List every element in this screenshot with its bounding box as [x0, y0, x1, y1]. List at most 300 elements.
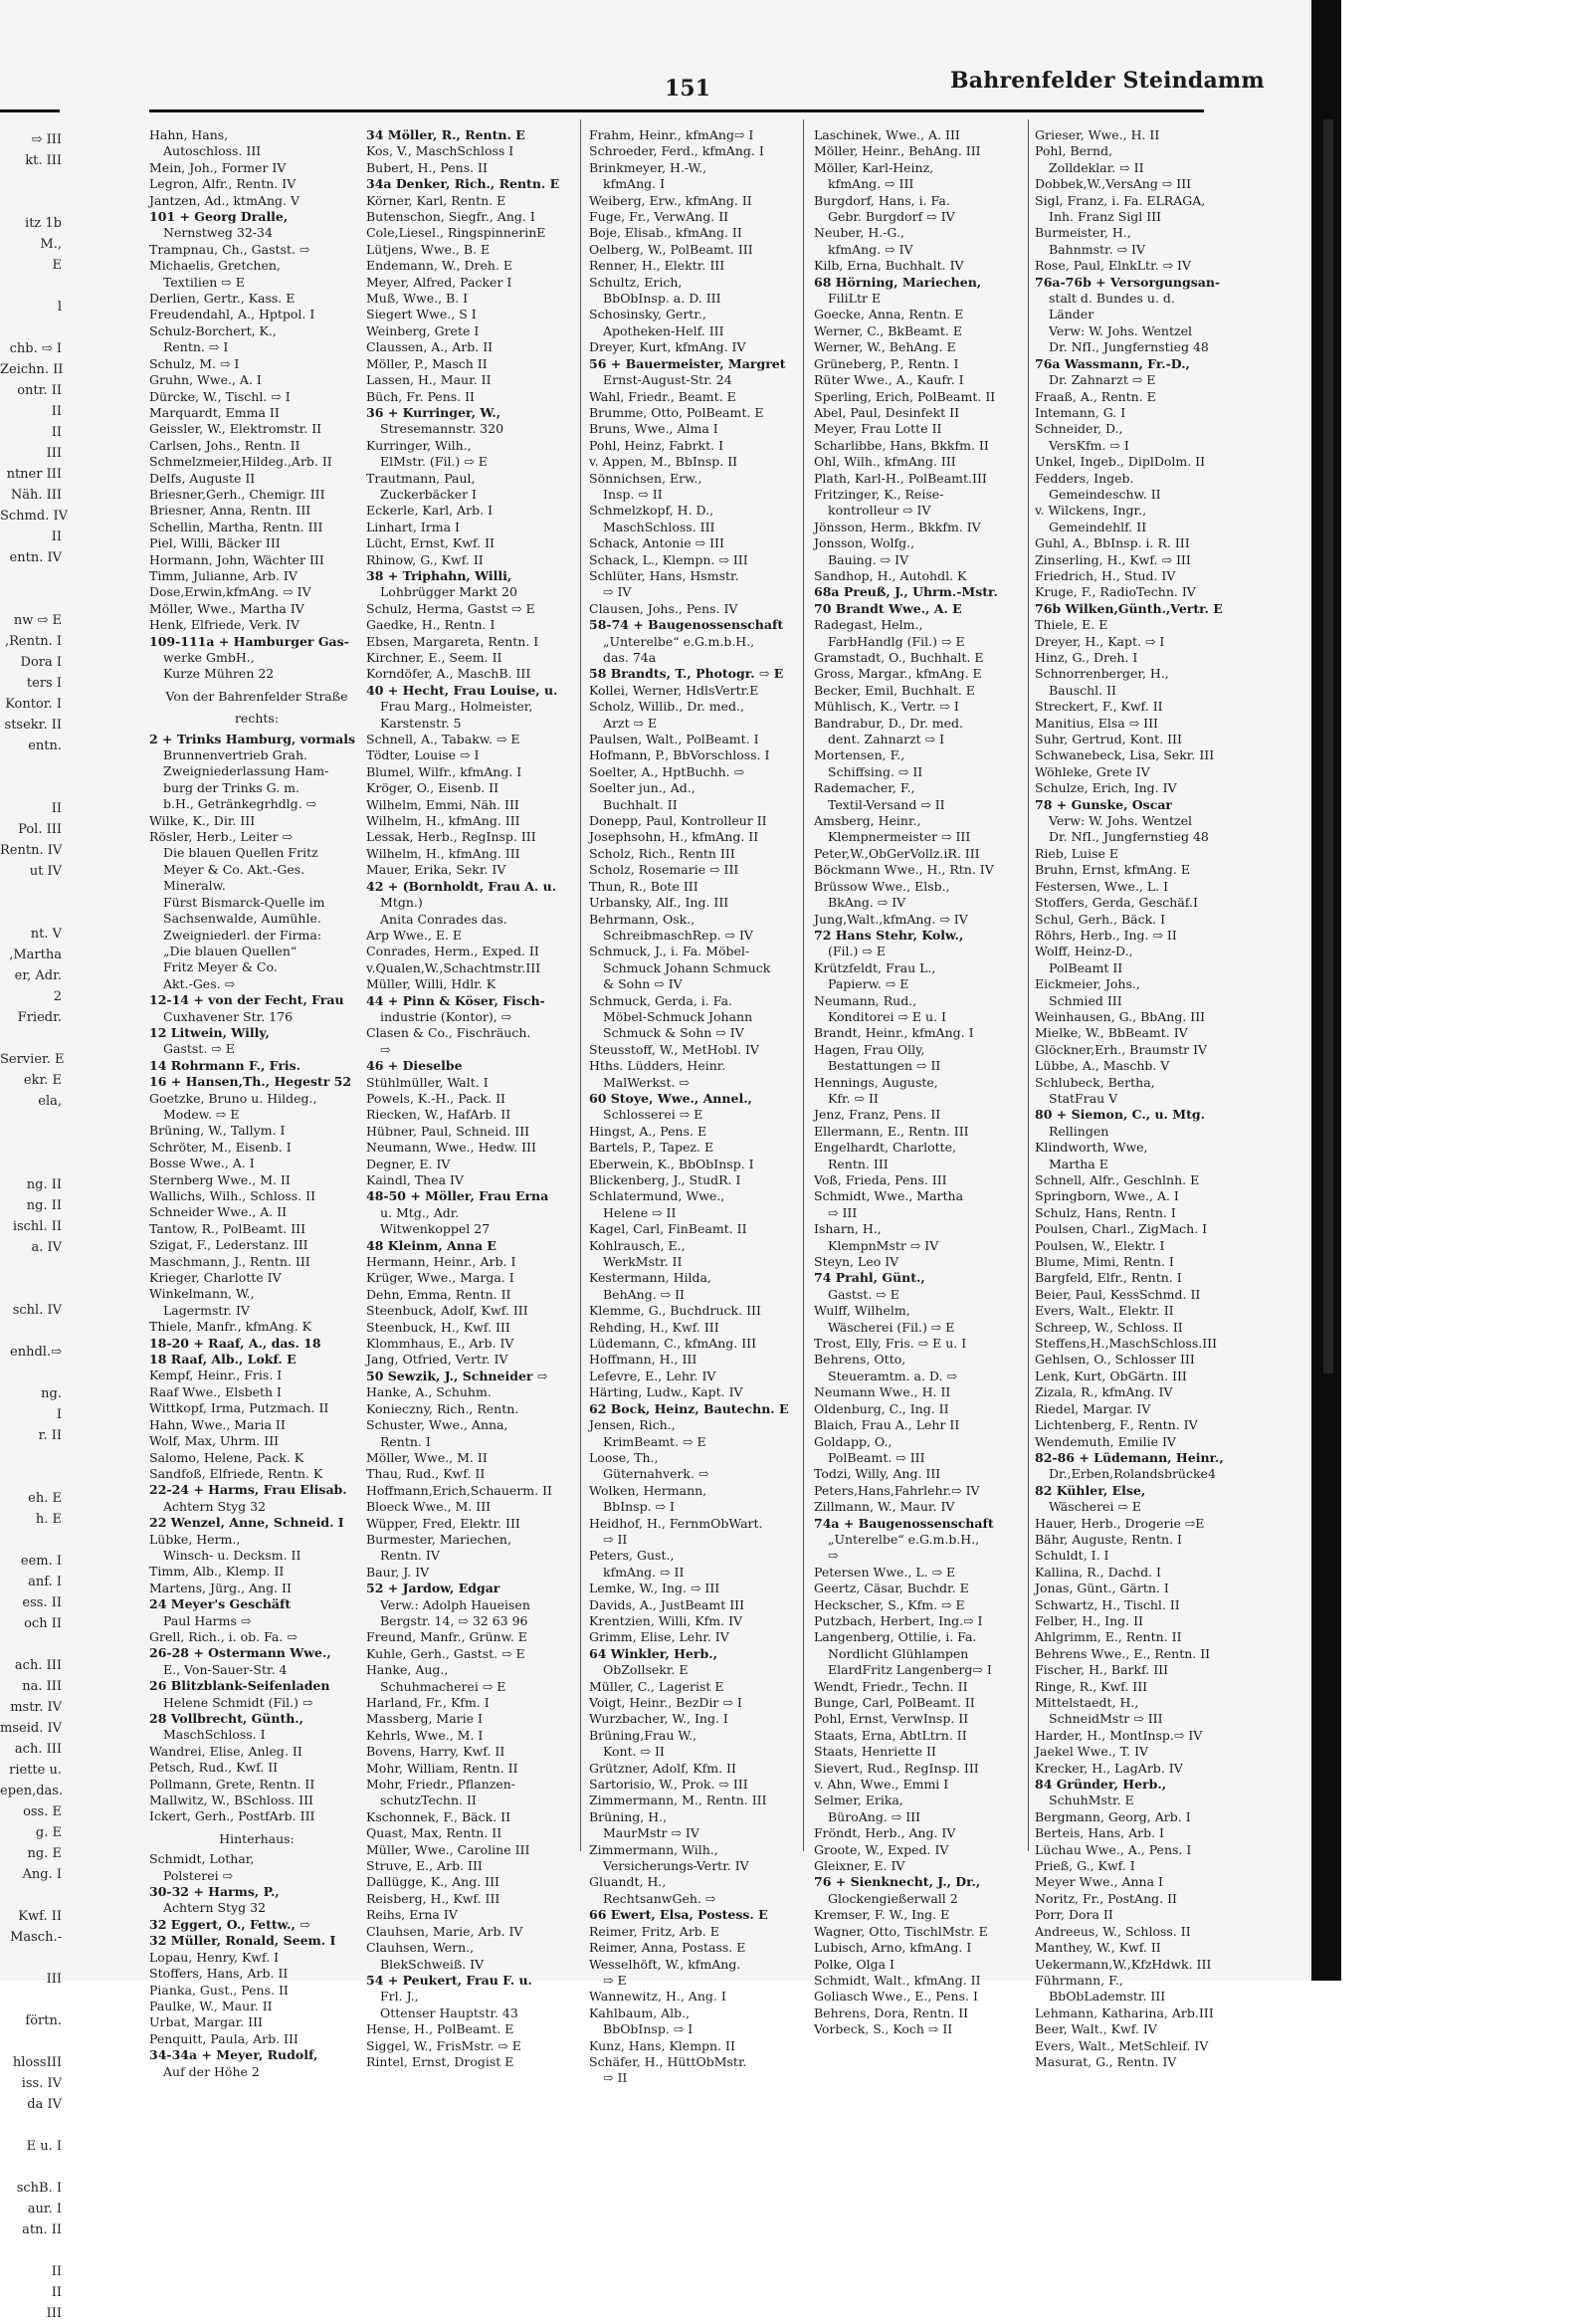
resident-entry: Jonas, Günt., Gärtn. I — [1035, 1581, 1169, 1596]
resident-entry: Sartorisio, W., Prok. ⇨ III — [589, 1777, 748, 1793]
resident-entry: Massberg, Marie I — [366, 1711, 483, 1727]
resident-entry: v. Appen, M., BbInsp. II — [589, 454, 738, 470]
resident-entry: Möller, Heinr., BehAng. III — [814, 143, 981, 159]
resident-entry: Guhl, A., BbInsp. i. R. III — [1035, 535, 1190, 551]
left-edge-line: E u. I — [26, 2139, 62, 2154]
resident-entry: Zimmermann, Wilh., — [589, 1841, 718, 1857]
resident-entry: Klommhaus, E., Arb. IV — [366, 1336, 514, 1352]
entry-continuation: Ottenser Hauptstr. 43 — [380, 2005, 518, 2020]
entry-continuation: Schlosserei ⇨ E — [603, 1107, 703, 1123]
resident-entry: Evers, Walt., MetSchleif. IV — [1035, 2037, 1209, 2053]
resident-entry: Bruns, Wwe., Alma I — [589, 421, 718, 437]
house-number-entry: 18 Raaf, Alb., Lokf. E — [149, 1352, 297, 1368]
entry-continuation: ⇨ IV — [603, 584, 632, 600]
resident-entry: Jantzen, Ad., ktmAng. V — [149, 192, 299, 208]
entry-continuation: Kfr. ⇨ II — [828, 1090, 879, 1106]
directory-column-5 — [1035, 127, 1266, 2069]
resident-entry: Ebsen, Margareta, Rentn. I — [366, 633, 539, 649]
left-edge-line — [0, 568, 62, 589]
resident-entry: Struve, E., Arb. III — [366, 1858, 483, 1874]
resident-entry: Lübke, Herm., — [149, 1531, 241, 1547]
house-number-entry: 44 + Pinn & Köser, Fisch- — [366, 992, 545, 1008]
resident-entry: Burmester, Mariechen, — [366, 1531, 511, 1547]
left-edge-line: Pol. III — [18, 822, 62, 837]
left-edge-line: iss. IV — [21, 2076, 62, 2091]
left-edge-line — [0, 882, 62, 903]
entry-continuation: Schuhmacherei ⇨ E — [380, 1678, 506, 1694]
left-edge-line — [0, 1028, 62, 1049]
left-edge-line: na. III — [22, 1679, 62, 1694]
resident-entry: Möller, Wwe., Martha IV — [149, 600, 304, 616]
entry-continuation: Meyer & Co. Akt.-Ges. — [163, 861, 305, 877]
resident-entry: Oldenburg, C., Ing. II — [814, 1400, 949, 1416]
resident-entry: Wöhleke, Grete IV — [1035, 763, 1150, 779]
resident-entry: Bartels, P., Tapez. E — [589, 1140, 714, 1156]
entry-continuation: E., Von-Sauer-Str. 4 — [163, 1661, 288, 1677]
resident-entry: Harland, Fr., Kfm. I — [366, 1695, 490, 1710]
resident-entry: Neumann Wwe., H. II — [814, 1384, 951, 1400]
resident-entry: Delfs, Auguste II — [149, 470, 256, 486]
resident-entry: Fedders, Ingeb. — [1035, 470, 1134, 486]
resident-entry: Siggel, W., FrisMstr. ⇨ E — [366, 2037, 521, 2053]
resident-entry: Clausen, Johs., Pens. IV — [589, 600, 738, 616]
house-number-entry: 38 + Triphahn, Willi, — [366, 567, 512, 583]
left-edge-line: ⇨ III — [31, 132, 62, 147]
resident-entry: Voß, Frieda, Pens. III — [814, 1172, 947, 1187]
left-edge-line — [0, 1279, 62, 1300]
resident-entry: Fritzinger, K., Reise- — [814, 486, 944, 502]
resident-entry: Briesner,Gerh., Chemigr. III — [149, 486, 325, 502]
resident-entry: Kremser, F. W., Ing. E — [814, 1907, 950, 1923]
resident-entry: Wilhelm, Emmi, Näh. III — [366, 796, 519, 812]
house-number-entry: 26-28 + Ostermann Wwe., — [149, 1645, 331, 1661]
resident-entry: Klindworth, Wwe, — [1035, 1140, 1148, 1156]
resident-entry: Tantow, R., PolBeamt. III — [149, 1220, 306, 1236]
resident-entry: Rintel, Ernst, Drogist E — [366, 2053, 514, 2069]
resident-entry: Schäfer, H., HüttObMstr. — [589, 2053, 747, 2069]
resident-entry: Eckerle, Karl, Arb. I — [366, 503, 494, 519]
left-edge-line: ,Martha — [9, 948, 62, 962]
resident-entry: Schwartz, H., Tischl. II — [1035, 1596, 1180, 1612]
entry-continuation: Auf der Höhe 2 — [163, 2063, 260, 2079]
house-number-entry: 78 + Gunske, Oscar — [1035, 796, 1173, 812]
house-number-entry: 56 + Bauermeister, Margret — [589, 355, 786, 371]
resident-entry: Möller, P., Masch II — [366, 355, 488, 371]
resident-entry: Unkel, Ingeb., DiplDolm. II — [1035, 454, 1206, 470]
resident-entry: Kschonnek, F., Bäck. II — [366, 1808, 511, 1824]
resident-entry: Kaindl, Thea IV — [366, 1172, 464, 1187]
resident-entry: Springborn, Wwe., A. I — [1035, 1188, 1179, 1204]
left-edge-line — [0, 2240, 62, 2261]
resident-entry: Cole,Liesel., RingspinnerinE — [366, 225, 546, 241]
resident-entry: Kilb, Erna, Buchhalt. IV — [814, 258, 964, 274]
house-number-entry: 68a Preuß, J., Uhrm.-Mstr. — [814, 584, 998, 600]
resident-entry: Trautmann, Paul, — [366, 470, 476, 486]
resident-entry: Schröter, M., Eisenb. I — [149, 1139, 292, 1155]
entry-continuation: Bestattungen ⇨ II — [828, 1058, 941, 1074]
entry-continuation: RechtsanwGeh. ⇨ — [603, 1890, 716, 1906]
resident-entry: Dreyer, H., Kapt. ⇨ I — [1035, 633, 1165, 649]
entry-continuation: Länder — [1049, 307, 1094, 322]
resident-entry: Schroeder, Ferd., kfmAng. I — [589, 143, 764, 159]
entry-continuation: ⇨ II — [603, 1531, 628, 1547]
resident-entry: Manthey, W., Kwf. II — [1035, 1940, 1161, 1956]
resident-entry: Krieger, Charlotte IV — [149, 1270, 282, 1286]
resident-entry: Dehn, Emma, Rentn. II — [366, 1286, 511, 1302]
resident-entry: Meyer, Alfred, Packer I — [366, 274, 512, 290]
resident-entry: Sandhop, H., Autohdl. K — [814, 567, 967, 583]
entry-continuation: ObZollsekr. E — [603, 1662, 689, 1678]
entry-continuation: MalWerkst. ⇨ — [603, 1074, 690, 1090]
resident-entry: Lubisch, Arno, kfmAng. I — [814, 1940, 972, 1956]
house-number-entry: 42 + (Bornholdt, Frau A. u. — [366, 878, 557, 894]
house-number-entry: 58 Brandts, T., Photogr. ⇨ E — [589, 666, 784, 682]
left-edge-line — [0, 1990, 62, 2010]
entry-continuation: Polsterei ⇨ — [163, 1867, 234, 1883]
resident-entry: Wagner, Otto, TischlMstr. E — [814, 1923, 988, 1939]
left-edge-line: 2 — [53, 989, 62, 1004]
resident-entry: Hanke, Aug., — [366, 1662, 449, 1678]
left-edge-line: stsekr. II — [4, 718, 62, 733]
house-number-entry: 84 Gründer, Herb., — [1035, 1777, 1167, 1793]
resident-entry: Gramstadt, O., Buchhalt. E — [814, 650, 984, 665]
resident-entry: Mohr, Friedr., Pflanzen- — [366, 1777, 515, 1793]
resident-entry: Rose, Paul, ElnkLtr. ⇨ IV — [1035, 258, 1192, 274]
resident-entry: Schneider Wwe., A. II — [149, 1204, 288, 1220]
entry-continuation: Winsch- u. Decksm. II — [163, 1547, 301, 1563]
entry-continuation: Gastst. ⇨ E — [828, 1286, 899, 1302]
resident-entry: Geertz, Cäsar, Buchdr. E — [814, 1581, 969, 1596]
entry-continuation: & Sohn ⇨ IV — [603, 976, 683, 992]
resident-entry: Neumann, Wwe., Hedw. III — [366, 1140, 536, 1156]
resident-entry: Grützner, Adolf, Kfm. II — [589, 1760, 736, 1776]
house-number-entry: 34-34a + Meyer, Rudolf, — [149, 2047, 318, 2063]
resident-entry: Wolff, Heinz-D., — [1035, 944, 1133, 959]
resident-entry: Pohl, Bernd, — [1035, 143, 1113, 159]
resident-entry: Grell, Rich., i. ob. Fa. ⇨ — [149, 1628, 298, 1644]
section-caption: rechts: — [234, 711, 280, 727]
entry-continuation: Dr. NfI., Jungfernstieg 48 — [1049, 339, 1209, 355]
left-edge-line: M., — [40, 237, 62, 252]
house-number-entry: 24 Meyer's Geschäft — [149, 1596, 292, 1612]
left-edge-line: Servier. E — [0, 1052, 65, 1067]
resident-entry: Mein, Joh., Former IV — [149, 159, 287, 175]
entry-continuation: Arzt ⇨ E — [603, 715, 658, 731]
resident-entry: Wolken, Hermann, — [589, 1482, 707, 1498]
entry-continuation: Stresemannstr. 320 — [380, 421, 504, 437]
resident-entry: Neumann, Rud., — [814, 992, 917, 1008]
house-number-entry: 50 Sewzik, J., Schneider ⇨ — [366, 1368, 548, 1383]
left-edge-line: III — [46, 2306, 62, 2321]
resident-entry: Wulff, Wilhelm, — [814, 1303, 910, 1319]
left-edge-line — [0, 1112, 62, 1133]
resident-entry: Beier, Paul, KessSchmd. II — [1035, 1286, 1201, 1302]
left-edge-line: oss. E — [23, 1804, 62, 1819]
resident-entry: Kollei, Werner, HdlsVertr.E — [589, 682, 759, 698]
resident-entry: Hofmann, P., BbVorschloss. I — [589, 747, 770, 763]
left-edge-line: Zeichn. II — [0, 362, 64, 377]
resident-entry: Körner, Karl, Rentn. E — [366, 192, 506, 208]
entry-continuation: Anita Conrades das. — [380, 911, 507, 927]
resident-entry: Riecken, W., HafArb. II — [366, 1107, 511, 1123]
house-number-entry: 40 + Hecht, Frau Louise, u. — [366, 682, 558, 698]
resident-entry: Festersen, Wwe., L. I — [1035, 878, 1169, 894]
resident-entry: Kempf, Heinr., Fris. I — [149, 1368, 283, 1383]
resident-entry: Porr, Dora II — [1035, 1907, 1113, 1923]
entry-continuation: Fritz Meyer & Co. — [163, 959, 278, 975]
entry-continuation: Achtern Styg 32 — [163, 1498, 267, 1514]
resident-entry: Gross, Margar., kfmAng. E — [814, 666, 982, 682]
resident-entry: Lichtenberg, F., Rentn. IV — [1035, 1417, 1198, 1433]
entry-continuation: Mtgn.) — [380, 895, 423, 911]
resident-entry: Mallwitz, W., BSchloss. III — [149, 1793, 313, 1808]
entry-continuation: Apotheken-Helf. III — [603, 322, 724, 338]
resident-entry: Pohl, Heinz, Fabrkt. I — [589, 437, 724, 453]
resident-entry: Hennings, Auguste, — [814, 1074, 938, 1090]
resident-entry: Kallina, R., Dachd. I — [1035, 1564, 1161, 1580]
house-number-entry: 109-111a + Hamburger Gas- — [149, 633, 349, 649]
left-edge-line: Friedr. — [17, 1010, 62, 1025]
header-rule — [149, 109, 1204, 112]
resident-entry: Dürcke, W., Tischl. ⇨ I — [149, 388, 291, 404]
entry-continuation: Frau Marg., Holmeister, — [380, 699, 533, 715]
resident-entry: Mohr, William, Rentn. II — [366, 1760, 518, 1776]
resident-entry: Suhr, Gertrud, Kont. III — [1035, 732, 1182, 747]
resident-entry: Schneider, D., — [1035, 421, 1123, 437]
resident-entry: Zinserling, H., Kwf. ⇨ III — [1035, 551, 1191, 567]
entry-continuation: „Unterelbe“ e.G.m.b.H., — [603, 633, 755, 649]
house-number-entry: 70 Brandt Wwe., A. E — [814, 600, 962, 616]
entry-continuation: Helene Schmidt (Fil.) ⇨ — [163, 1694, 313, 1710]
left-edge-line: ekr. E — [23, 1073, 62, 1088]
left-edge-line: och II — [24, 1616, 62, 1631]
resident-entry: Schellin, Martha, Rentn. III — [149, 519, 323, 534]
resident-entry: Langenberg, Ottilie, i. Fa. — [814, 1629, 977, 1645]
resident-entry: Timm, Julianne, Arb. IV — [149, 567, 298, 583]
resident-entry: Briesner, Anna, Rentn. III — [149, 503, 311, 519]
resident-entry: Petsch, Rud., Kwf. II — [149, 1760, 279, 1776]
resident-entry: Amsberg, Heinr., — [814, 813, 921, 829]
left-edge-line: r. II — [38, 1428, 62, 1443]
left-edge-line: ontr. II — [17, 383, 62, 398]
left-edge-line: riette u. — [9, 1763, 62, 1778]
resident-entry: Paulke, W., Maur. II — [149, 1998, 273, 2013]
entry-continuation: Inh. Franz Sigl III — [1049, 209, 1162, 225]
resident-entry: Schlubeck, Bertha, — [1035, 1074, 1155, 1090]
house-number-entry: 30-32 + Harms, P., — [149, 1884, 280, 1900]
left-edge-line: ,Rentn. I — [5, 634, 62, 649]
entry-continuation: kfmAng. ⇨ III — [828, 176, 914, 192]
resident-entry: Thau, Rud., Kwf. II — [366, 1466, 486, 1482]
entry-continuation: Bahnmstr. ⇨ IV — [1049, 241, 1145, 257]
resident-entry: Freudendahl, A., Hptpol. I — [149, 307, 315, 322]
resident-entry: Schmidt, Lothar, — [149, 1851, 255, 1867]
resident-entry: Selmer, Erika, — [814, 1793, 903, 1808]
entry-continuation: FarbHandlg (Fil.) ⇨ E — [828, 633, 965, 649]
entry-continuation: Gemeindeschw. II — [1049, 486, 1161, 502]
resident-entry: Weinberg, Grete I — [366, 322, 480, 338]
house-number-entry: 2 + Trinks Hamburg, vormals — [149, 731, 356, 746]
resident-entry: v.Qualen,W.,Schachtmstr.III — [366, 959, 541, 975]
house-number-entry: 34 Möller, R., Rentn. E — [366, 127, 525, 142]
resident-entry: Burmeister, H., — [1035, 225, 1131, 241]
resident-entry: Fuge, Fr., VerwAng. II — [589, 209, 729, 225]
entry-continuation: BbObInsp. ⇨ I — [603, 2021, 694, 2037]
resident-entry: Behrmann, Osk., — [589, 911, 696, 927]
resident-entry: Pianka, Gust., Pens. II — [149, 1982, 289, 1998]
resident-entry: Lüdemann, C., kfmAng. III — [589, 1336, 757, 1352]
resident-entry: Prieß, G., Kwf. I — [1035, 1858, 1135, 1874]
entry-continuation: WerkMstr. II — [603, 1254, 683, 1270]
resident-entry: Conrades, Herm., Exped. II — [366, 944, 539, 959]
left-edge-line — [0, 1363, 62, 1383]
resident-entry: Sigl, Franz, i. Fa. ELRAGA, — [1035, 192, 1206, 208]
entry-continuation: Kont. ⇨ II — [603, 1744, 665, 1760]
resident-entry: Jung,Walt.,kfmAng. ⇨ IV — [814, 911, 968, 927]
entry-continuation: Schmuck & Sohn ⇨ IV — [603, 1025, 744, 1041]
resident-entry: Goldapp, O., — [814, 1433, 893, 1449]
left-edge-line — [0, 317, 62, 338]
resident-entry: Böckmann Wwe., H., Rtn. IV — [814, 862, 994, 878]
resident-entry: Brüning,Frau W., — [589, 1727, 697, 1743]
left-edge-line: Kontor. I — [5, 697, 62, 712]
resident-entry: Intemann, G. I — [1035, 404, 1126, 420]
left-page-edge-text — [0, 129, 68, 2321]
resident-entry: Stoffers, Gerda, Geschäf.I — [1035, 895, 1198, 911]
entry-continuation: kfmAng. ⇨ IV — [828, 241, 913, 257]
entry-continuation: „Unterelbe“ e.G.m.b.H., — [828, 1531, 980, 1547]
left-edge-line: ut IV — [29, 864, 62, 879]
entry-continuation: Steueramtm. a. D. ⇨ — [828, 1368, 957, 1383]
resident-entry: Kagel, Carl, FinBeamt. II — [589, 1221, 747, 1237]
resident-entry: Krüger, Wwe., Marga. I — [366, 1270, 514, 1286]
resident-entry: Brüning, W., Tallym. I — [149, 1123, 286, 1139]
resident-entry: Lehmann, Katharina, Arb.III — [1035, 2005, 1214, 2020]
resident-entry: Meyer Wwe., Anna I — [1035, 1874, 1163, 1890]
entry-continuation: Brunnenvertrieb Grah. — [163, 747, 308, 763]
resident-entry: Grüneberg, P., Rentn. I — [814, 355, 959, 371]
resident-entry: Pollmann, Grete, Rentn. II — [149, 1776, 315, 1792]
house-number-entry: 14 Rohrmann F., Fris. — [149, 1057, 301, 1073]
resident-entry: Blickenberg, J., StudR. I — [589, 1172, 741, 1187]
resident-entry: Brüssow Wwe., Elsb., — [814, 878, 950, 894]
left-edge-line: II — [51, 529, 62, 544]
entry-continuation: BbObInsp. a. D. III — [603, 291, 721, 307]
resident-entry: Laschinek, Wwe., A. III — [814, 127, 960, 142]
resident-entry: Trost, Elly, Fris. ⇨ E u. I — [814, 1336, 967, 1352]
resident-entry: Tödter, Louise ⇨ I — [366, 747, 480, 763]
resident-entry: Schlatermund, Wwe., — [589, 1188, 725, 1204]
resident-entry: Plath, Karl-H., PolBeamt.III — [814, 470, 987, 486]
resident-entry: Schnell, Alfr., Geschlnh. E — [1035, 1172, 1200, 1187]
resident-entry: Schuldt, I. I — [1035, 1548, 1109, 1564]
resident-entry: Mühlisch, K., Vertr. ⇨ I — [814, 699, 959, 715]
left-edge-line — [0, 2157, 62, 2178]
resident-entry: Schosinsky, Gertr., — [589, 307, 706, 322]
entry-continuation: Modew. ⇨ E — [163, 1106, 240, 1122]
resident-entry: Davids, A., JustBeamt III — [589, 1596, 745, 1612]
entry-continuation: Rellingen — [1049, 1123, 1109, 1139]
house-number-entry: 32 Müller, Ronald, Seem. I — [149, 1933, 336, 1949]
left-edge-line: a. IV — [31, 1240, 62, 1255]
resident-entry: Sperling, Erich, PolBeamt. II — [814, 388, 996, 404]
resident-entry: Lübbe, A., Maschb. V — [1035, 1058, 1170, 1074]
left-edge-line — [0, 192, 62, 213]
resident-entry: Blaich, Frau A., Lehr II — [814, 1417, 960, 1433]
section-caption: Hinterhaus: — [219, 1830, 295, 1846]
resident-entry: Beer, Walt., Kwf. IV — [1035, 2021, 1157, 2037]
left-edge-line: entn. IV — [9, 550, 62, 565]
resident-entry: Powels, K.-H., Pack. II — [366, 1090, 505, 1106]
resident-entry: Krützfeldt, Frau L., — [814, 959, 936, 975]
resident-entry: Härting, Ludw., Kapt. IV — [589, 1384, 743, 1400]
resident-entry: Maschmann, J., Rentn. III — [149, 1253, 310, 1269]
entry-continuation: Verw.: Adolph Haueisen — [380, 1596, 530, 1612]
left-edge-line: g. E — [35, 1825, 62, 1840]
resident-entry: v. Wilckens, Ingr., — [1035, 503, 1147, 519]
entry-continuation: Insp. ⇨ II — [603, 486, 663, 502]
house-number-entry: 36 + Kurringer, W., — [366, 404, 501, 420]
resident-entry: Schmidt, Wwe., Martha — [814, 1188, 964, 1204]
entry-continuation: schutzTechn. II — [380, 1793, 477, 1808]
resident-entry: Lefevre, E., Lehr. IV — [589, 1368, 716, 1383]
resident-entry: Steenbuck, H., Kwf. III — [366, 1319, 510, 1335]
entry-continuation: Buchhalt. II — [603, 796, 678, 812]
entry-continuation: Kurze Mühren 22 — [163, 666, 275, 682]
entry-continuation: VersKfm. ⇨ I — [1049, 437, 1129, 453]
resident-entry: Endemann, W., Dreh. E — [366, 258, 513, 274]
entry-continuation: Rentn. III — [828, 1156, 889, 1171]
entry-continuation: Zweigniederl. der Firma: — [163, 927, 322, 943]
resident-entry: Radegast, Helm., — [814, 617, 923, 633]
resident-entry: Bubert, H., Pens. II — [366, 159, 488, 175]
house-number-entry: 80 + Siemon, C., u. Mtg. — [1035, 1107, 1205, 1123]
resident-entry: Arp Wwe., E. E — [366, 927, 463, 943]
resident-entry: Krecker, H., LagArb. IV — [1035, 1760, 1183, 1776]
house-number-entry: 66 Ewert, Elsa, Postess. E — [589, 1907, 768, 1923]
left-edge-line: II — [51, 2285, 62, 2300]
entry-continuation: Nernstweg 32-34 — [163, 225, 273, 241]
resident-entry: Gehlsen, O., Schlosser III — [1035, 1352, 1195, 1368]
entry-continuation: Papierw. ⇨ E — [828, 976, 909, 992]
left-edge-line: schl. IV — [12, 1303, 62, 1318]
resident-entry: Kos, V., MaschSchloss I — [366, 143, 514, 159]
resident-entry: Werner, C., BkBeamt. E — [814, 322, 962, 338]
resident-entry: Wendemuth, Emilie IV — [1035, 1433, 1176, 1449]
resident-entry: Hoffmann,Erich,Schauerm. II — [366, 1482, 552, 1498]
left-edge-line: Ang. I — [22, 1867, 62, 1882]
resident-entry: Reisberg, H., Kwf. III — [366, 1890, 500, 1906]
entry-continuation: Schmuck Johann Schmuck — [603, 959, 771, 975]
resident-entry: Jenz, Franz, Pens. II — [814, 1107, 941, 1123]
left-edge-line: Masch.- — [10, 1930, 62, 1945]
left-edge-line: eh. E — [28, 1491, 62, 1506]
resident-entry: Hahn, Wwe., Maria II — [149, 1416, 286, 1432]
resident-entry: Müller, C., Lagerist E — [589, 1678, 724, 1694]
resident-entry: Lessak, Herb., RegInsp. III — [366, 829, 536, 845]
entry-continuation: das. 74a — [603, 650, 657, 665]
left-edge-line: l — [57, 300, 62, 315]
entry-continuation: dent. Zahnarzt ⇨ I — [828, 732, 945, 747]
resident-entry: Derlien, Gertr., Kass. E — [149, 291, 296, 307]
entry-continuation: Glockengießerwall 2 — [828, 1890, 958, 1906]
resident-entry: Ellermann, E., Rentn. III — [814, 1123, 969, 1139]
resident-entry: Sandfoß, Elfriede, Rentn. K — [149, 1465, 323, 1481]
left-edge-line: Schmd. IV — [0, 509, 68, 524]
house-number-entry: 76 + Sienknecht, J., Dr., — [814, 1874, 981, 1890]
resident-entry: Jönsson, Herm., Bkkfm. IV — [814, 519, 981, 534]
entry-continuation: Zuckerbäcker I — [380, 486, 477, 502]
